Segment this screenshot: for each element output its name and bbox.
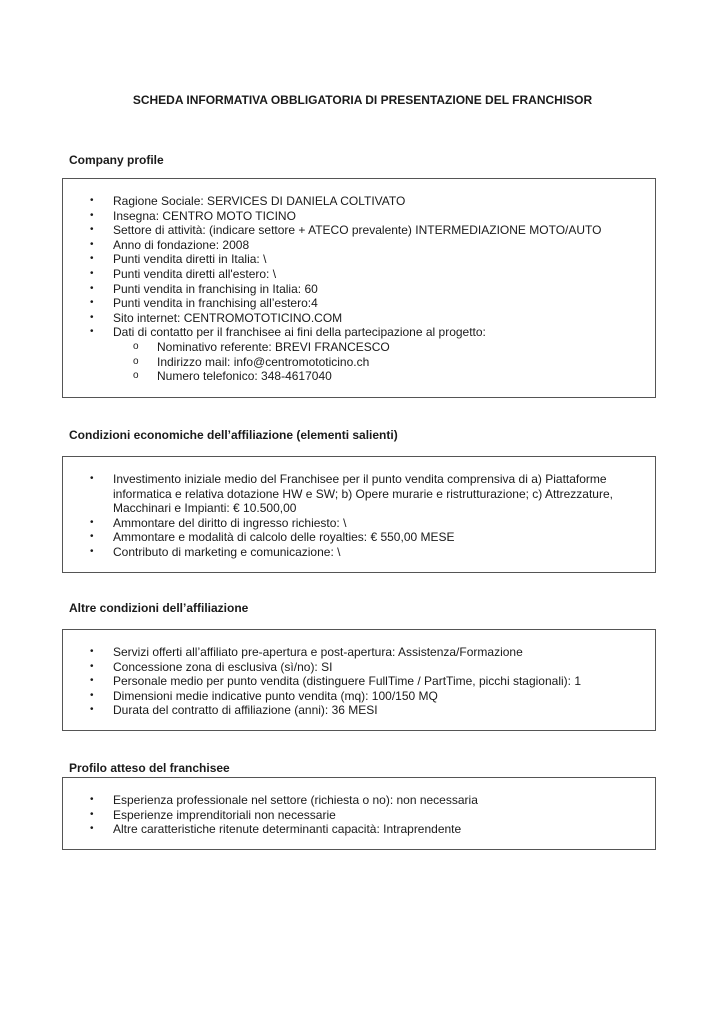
list-item	[63, 223, 655, 238]
list-item	[63, 238, 655, 253]
list-item	[63, 703, 655, 718]
circle-bullet-icon: o	[133, 370, 139, 382]
list-item	[63, 660, 655, 675]
bullet-icon: •	[90, 326, 94, 338]
list-item-text: Durata del contratto di affiliazione (anni): 36 MESI	[113, 703, 378, 718]
section-heading-company-profile: Company profile	[69, 153, 164, 167]
altre-condizioni-list	[63, 645, 655, 718]
list-item-text: Punti vendita diretti in Italia: \	[113, 252, 267, 267]
list-item	[63, 689, 655, 704]
altre-condizioni-box	[62, 629, 656, 731]
bullet-icon: •	[90, 516, 94, 528]
list-item	[63, 808, 655, 823]
list-item	[63, 645, 655, 660]
list-item-text: Dati di contatto per il franchisee ai fini della partecipazione al progetto:	[113, 325, 486, 340]
bullet-icon: •	[90, 311, 94, 323]
bullet-icon: •	[90, 238, 94, 250]
list-item	[63, 194, 655, 209]
bullet-icon: •	[90, 224, 94, 236]
profilo-atteso-box	[62, 777, 656, 850]
condizioni-economiche-list	[63, 472, 655, 560]
section-heading-profilo-atteso: Profilo atteso del franchisee	[69, 761, 230, 775]
list-item	[63, 325, 655, 383]
list-item	[63, 311, 655, 326]
contact-sublist	[113, 340, 635, 384]
circle-bullet-icon: o	[133, 355, 139, 367]
bullet-icon: •	[90, 209, 94, 221]
list-item-text: Ragione Sociale: SERVICES DI DANIELA COLTIVATO	[113, 194, 406, 208]
list-item-text: Sito internet: CENTROMOTOTICINO.COM	[113, 310, 343, 325]
bullet-icon: •	[90, 195, 94, 206]
list-item-text: Punti vendita diretti all'estero: \	[113, 266, 277, 281]
profilo-atteso-list	[63, 793, 655, 837]
bullet-icon: •	[90, 531, 94, 543]
list-item-text: Concessione zona di esclusiva (sì/no): SI	[113, 659, 333, 674]
bullet-icon: •	[90, 808, 94, 820]
list-item	[63, 674, 655, 689]
sub-list-item-text: Numero telefonico: 348-4617040	[157, 369, 332, 384]
section-heading-condizioni-economiche: Condizioni economiche dell’affiliazione (elementi salienti)	[69, 428, 398, 442]
sub-list-item	[113, 340, 635, 355]
list-item-text: Ammontare e modalità di calcolo delle royalties: € 550,00 MESE	[113, 530, 455, 545]
list-item	[63, 267, 655, 282]
document-title: SCHEDA INFORMATIVA OBBLIGATORIA DI PRESENTAZIONE DEL FRANCHISOR	[132, 93, 593, 107]
bullet-icon: •	[90, 253, 94, 265]
condizioni-economiche-box	[62, 456, 656, 573]
list-item	[63, 530, 655, 545]
bullet-icon: •	[90, 823, 94, 835]
sub-list-item-text: Indirizzo mail: info@centromototicino.ch	[157, 354, 370, 369]
list-item-text: Esperienze imprenditoriali non necessarie	[113, 807, 336, 822]
bullet-icon: •	[90, 473, 94, 484]
company-profile-list	[63, 194, 655, 384]
list-item-text: Contributo di marketing e comunicazione: \	[113, 544, 341, 559]
bullet-icon: •	[90, 545, 94, 557]
list-item	[63, 822, 655, 837]
sub-list-item	[113, 369, 635, 384]
bullet-icon: •	[90, 267, 94, 279]
list-item-text: Punti vendita in franchising all’estero:4	[113, 296, 318, 311]
section-heading-altre-condizioni: Altre condizioni dell’affiliazione	[69, 601, 249, 615]
list-item	[63, 282, 655, 297]
list-item-text: Settore di attività: (indicare settore + ATECO prevalente) INTERMEDIAZIONE MOTO/AUTO	[113, 223, 602, 238]
company-profile-box	[62, 178, 656, 398]
bullet-icon: •	[90, 297, 94, 309]
list-item	[63, 296, 655, 311]
list-item-text: Servizi offerti all’affiliato pre-apertura e post-apertura: Assistenza/Formazione	[113, 645, 523, 659]
list-item-text: Ammontare del diritto di ingresso richiesto: \	[113, 515, 347, 530]
list-item-text: Dimensioni medie indicative punto vendita (mq): 100/150 MQ	[113, 688, 438, 703]
bullet-icon: •	[90, 282, 94, 294]
list-item	[63, 793, 655, 808]
list-item-text: Altre caratteristiche ritenute determinanti capacità: Intraprendente	[113, 822, 462, 837]
list-item	[63, 209, 655, 224]
bullet-icon: •	[90, 794, 94, 805]
bullet-icon: •	[90, 704, 94, 716]
list-item-text: Personale medio per punto vendita (distinguere FullTime / PartTime, picchi stagionali): 1	[113, 674, 581, 689]
list-item-text: Insegna: CENTRO MOTO TICINO	[113, 208, 296, 223]
bullet-icon: •	[90, 675, 94, 687]
bullet-icon: •	[90, 660, 94, 672]
sub-list-item-text: Nominativo referente: BREVI FRANCESCO	[157, 339, 390, 354]
sub-list-item	[113, 355, 635, 370]
list-item-text: Investimento iniziale medio del Franchisee per il punto vendita comprensiva di a) Piattaforme informatica e relativa dotazione HW e SW; b) Opere murarie e ristrutturazione; c) Attrezzature, Macchinari e Impianti: € 10.500,00	[113, 472, 613, 516]
list-item-text: Punti vendita in franchising in Italia: 60	[113, 281, 318, 296]
circle-bullet-icon: o	[133, 340, 139, 352]
bullet-icon: •	[90, 646, 94, 657]
list-item	[63, 545, 655, 560]
list-item-text: Anno di fondazione: 2008	[113, 237, 250, 252]
bullet-icon: •	[90, 689, 94, 701]
list-item	[63, 472, 655, 516]
list-item-text: Esperienza professionale nel settore (richiesta o no): non necessaria	[113, 793, 478, 807]
list-item	[63, 252, 655, 267]
list-item	[63, 516, 655, 531]
